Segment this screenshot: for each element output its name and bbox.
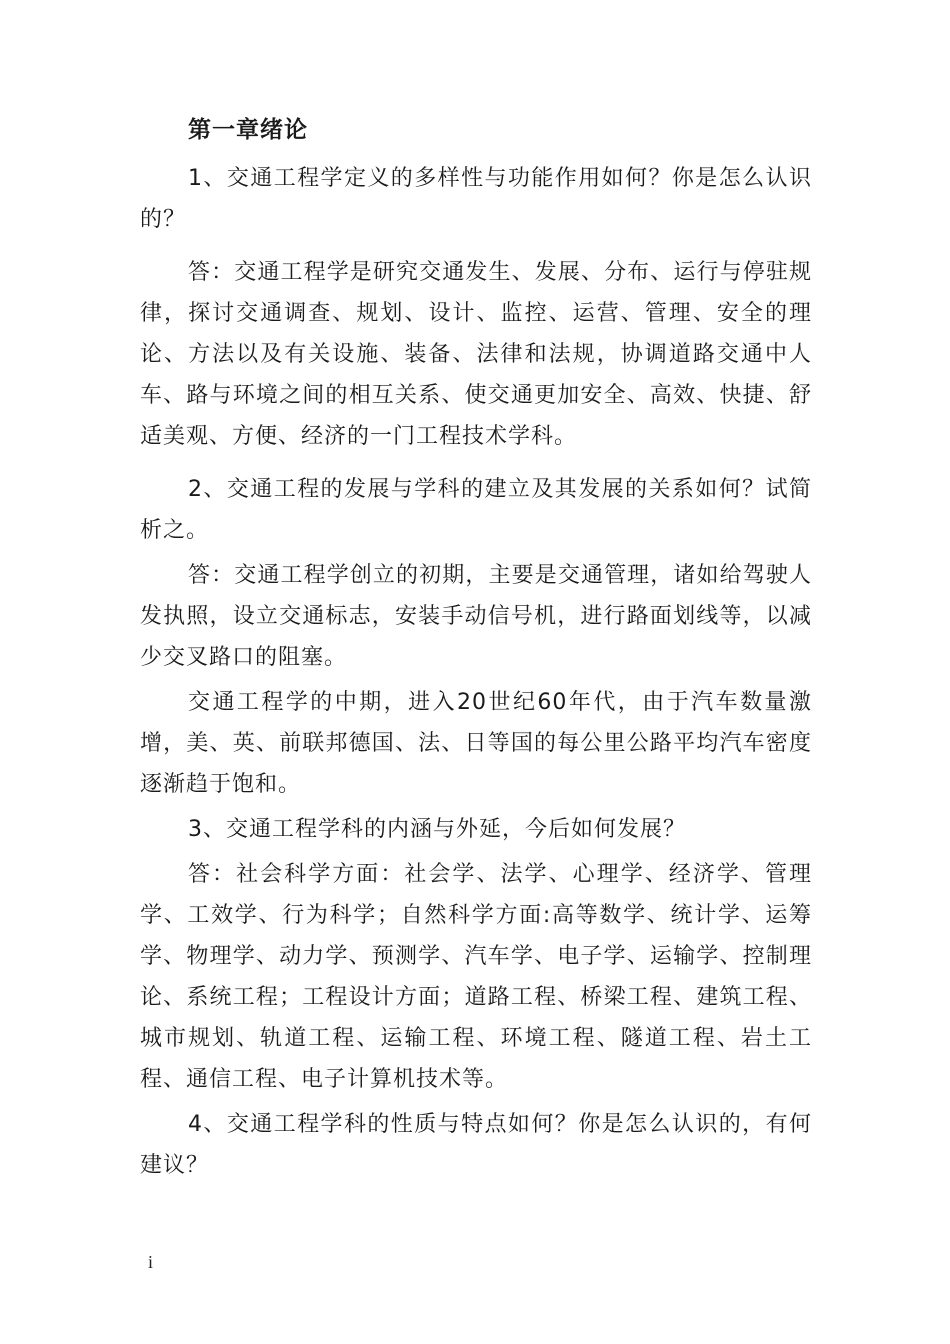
question-3: 3、交通工程学科的内涵与外延，今后如何发展？ bbox=[188, 817, 686, 842]
answer-2-part-1: 答：交通工程学创立的初期，主要是交通管理，诸如给驾驶人发执照，设立交通标志，安装手动信号机，进行路面划线等，以减少交叉路口的阻塞。 bbox=[140, 563, 812, 670]
answer-2-part-2: 交通工程学的中期，进入20世纪60年代，由于汽车数量激增，美、英、前联邦德国、法、日等国的每公里公路平均汽车密度逐渐趋于饱和。 bbox=[140, 690, 812, 797]
chapter-title: 第一章绪论 bbox=[188, 117, 308, 143]
document-page bbox=[140, 108, 812, 1186]
question-2: 2、交通工程的发展与学科的建立及其发展的关系如何？试简析之。 bbox=[140, 477, 812, 543]
page-marker: i bbox=[148, 1252, 154, 1272]
question-4: 4、交通工程学科的性质与特点如何？你是怎么认识的，有何建议？ bbox=[140, 1112, 812, 1178]
question-1: 1、交通工程学定义的多样性与功能作用如何？你是怎么认识的？ bbox=[140, 166, 812, 232]
answer-1: 答：交通工程学是研究交通发生、发展、分布、运行与停驻规律，探讨交通调查、规划、设计、监控、运营、管理、安全的理论、方法以及有关设施、装备、法律和法规，协调道路交通中人车、路与环境之间的相互关系、使交通更加安全、高效、快捷、舒适美观、方便、经济的一门工程技术学科。 bbox=[140, 260, 812, 449]
answer-3: 答：社会科学方面：社会学、法学、心理学、经济学、管理学、工效学、行为科学；自然科学方面:高等数学、统计学、运筹学、物理学、动力学、预测学、汽车学、电子学、运输学、控制理论、系统工程；工程设计方面；道路工程、桥梁工程、建筑工程、城市规划、轨道工程、运输工程、环境工程、隧道工程、岩土工程、通信工程、电子计算机技术等。 bbox=[140, 862, 812, 1092]
